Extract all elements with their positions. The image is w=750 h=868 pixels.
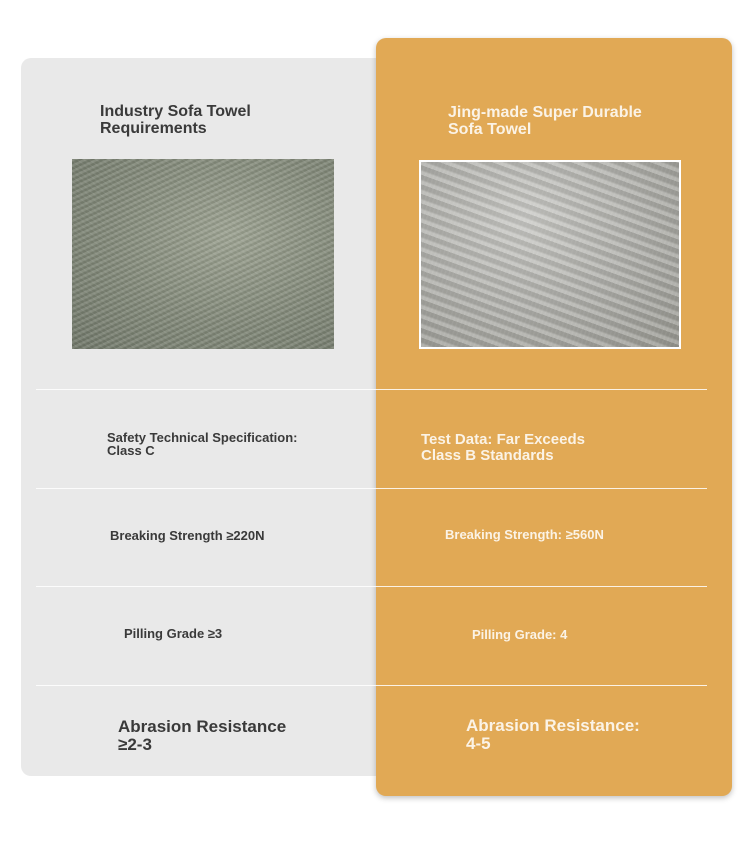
row-divider xyxy=(36,685,707,686)
industry-heading: Industry Sofa Towel Requirements xyxy=(100,103,251,137)
product-breaking-strength: Breaking Strength: ≥560N xyxy=(445,527,604,542)
row-divider xyxy=(36,389,707,390)
product-abrasion-resistance: Abrasion Resistance: 4-5 xyxy=(466,716,640,753)
product-heading: Jing-made Super Durable Sofa Towel xyxy=(448,104,642,138)
industry-abrasion-resistance: Abrasion Resistance ≥2-3 xyxy=(118,717,287,754)
industry-pilling-grade: Pilling Grade ≥3 xyxy=(124,626,223,641)
product-test-data: Test Data: Far Exceeds Class B Standards xyxy=(421,431,585,464)
industry-breaking-strength: Breaking Strength ≥220N xyxy=(110,528,265,543)
product-fabric-image xyxy=(419,160,681,349)
industry-fabric-image xyxy=(72,159,334,349)
industry-safety-spec: Safety Technical Specification: Class C xyxy=(107,430,298,458)
jing-made-product-panel xyxy=(376,38,732,796)
row-divider xyxy=(36,586,707,587)
product-pilling-grade: Pilling Grade: 4 xyxy=(472,627,568,642)
row-divider xyxy=(36,488,707,489)
